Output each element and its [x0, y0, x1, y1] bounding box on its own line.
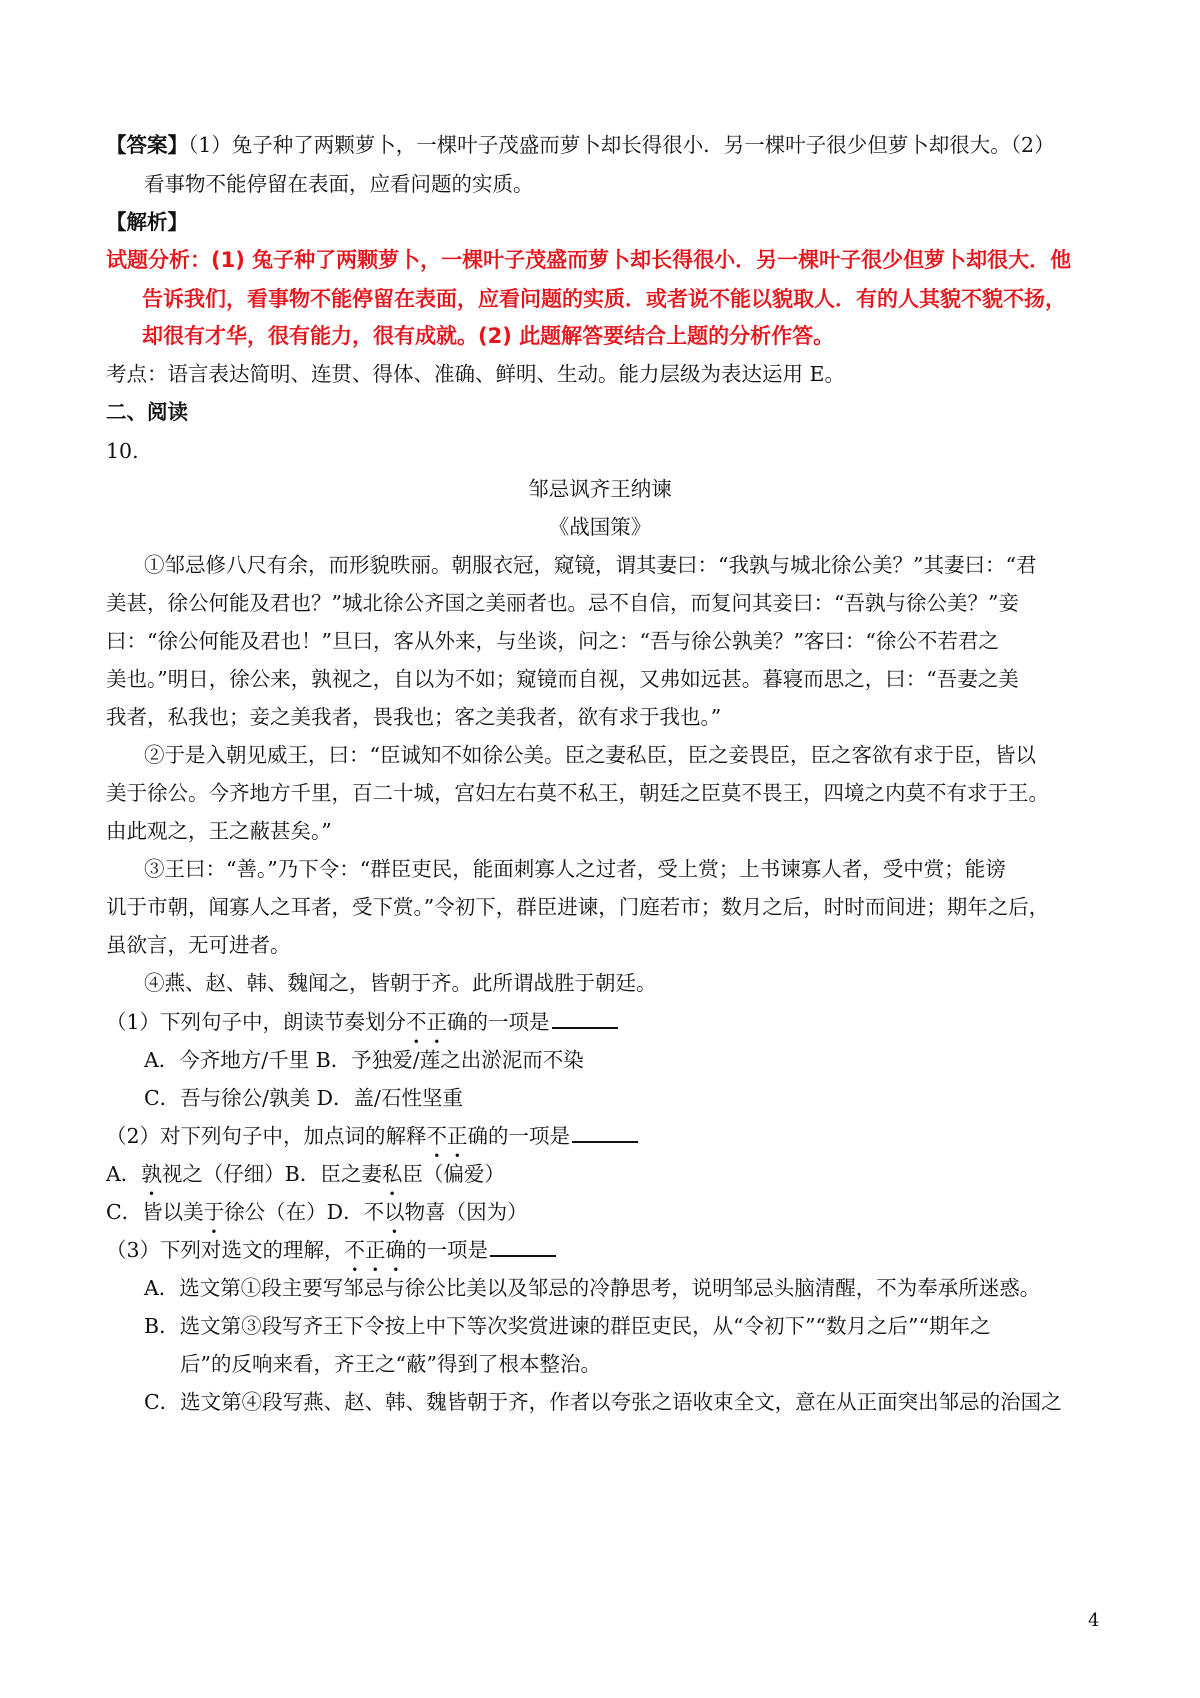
q1-dot-2: 正 [426, 1010, 448, 1034]
q3-stem-pre: （3）下列对选文的理解， [106, 1238, 345, 1262]
q2-dot-1: 不 [426, 1124, 448, 1148]
section-heading: 二、阅读 [106, 400, 188, 424]
page-number: 4 [1088, 1610, 1100, 1631]
q1-answer-blank[interactable] [552, 1009, 618, 1029]
q3-dot-1: 不 [344, 1238, 366, 1262]
analysis-red-line-1: 试题分析：(1) 兔子种了两颗萝卜，一棵叶子茂盛而萝卜却长得很小．另一棵叶子很少但萝卜却很大．他 [106, 248, 1072, 272]
q3-option-b-line-2: 后”的反响来看，齐王之“蔽”得到了根本整治。 [180, 1352, 601, 1376]
passage-p1-line-4: 美也。”明日，徐公来，孰视之，自以为不如；窥镜而自视，又弗如远甚。暮寝而思之，曰：“吾妻之美 [106, 667, 1019, 691]
q2-b-dot: 私 [381, 1162, 403, 1186]
passage-p1-line-2: 美甚，徐公何能及君也？”城北徐公齐国之美丽者也。忌不自信，而复问其妾曰：“吾孰与徐公美？”妾 [106, 591, 1019, 615]
q2-b-post: 臣（偏爱） [402, 1162, 505, 1186]
passage-p3-line-1: ③王曰：“善。”乃下令：“群臣吏民，能面刺寡人之过者，受上赏；上书谏寡人者，受中赏；能谤 [144, 857, 1006, 881]
q3-option-a: A．选文第①段主要写邹忌与徐公比美以及邹忌的冷静思考，说明邹忌头脑清醒，不为奉承所迷惑。 [144, 1276, 1041, 1300]
q3-dot-2: 正 [365, 1238, 386, 1262]
q3-stem-post: 的一项是 [406, 1238, 489, 1262]
q2-d-post: 物喜（因为） [404, 1200, 528, 1224]
q1-dot-1: 不 [406, 1010, 427, 1034]
q1-options-ab: A．今齐地方/千里 B．予独爱/莲之出淤泥而不染 [144, 1048, 584, 1072]
passage-p2-line-3: 由此观之，王之蔽甚矣。” [106, 819, 332, 843]
passage-p3-line-3: 虽欲言，无可进者。 [106, 933, 291, 957]
q3-answer-blank[interactable] [490, 1237, 556, 1257]
q2-c-pre: C．皆以美 [106, 1200, 204, 1224]
passage-p2-line-2: 美于徐公。今齐地方千里，百二十城，宫妇左右莫不私王，朝廷之臣莫不畏王，四境之内莫不有求于王。 [106, 781, 1049, 805]
answer-text-1: （1）兔子种了两颗萝卜，一棵叶子茂盛而萝卜却长得很小．另一棵叶子很少但萝卜却很大。（2） [188, 133, 1055, 157]
analysis-label: 【解析】 [106, 210, 188, 234]
passage-title: 邹忌讽齐王纳谏 [528, 477, 672, 501]
q2-options-ab [106, 1159, 505, 1189]
kaodian-line: 考点：语言表达简明、连贯、得体、准确、鲜明、生动。能力层级为表达运用 E。 [106, 362, 845, 386]
q2-dot-2: 正 [447, 1124, 468, 1148]
answer-line-2: 看事物不能停留在表面，应看问题的实质。 [144, 172, 534, 196]
q1-stem-post: 确的一项是 [447, 1010, 550, 1034]
analysis-red-line-3: 却很有才华，很有能力，很有成就。(2) 此题解答要结合上题的分析作答。 [142, 324, 835, 348]
q3-option-b-line-1: B．选文第③段写齐王下令按上中下等次奖赏进谏的群臣吏民，从“令初下”“数月之后”“期年之 [144, 1314, 991, 1338]
passage-p1-line-1: ①邹忌修八尺有余，而形貌昳丽。朝服衣冠，窥镜，谓其妻曰：“我孰与城北徐公美？”其妻曰：“君 [144, 553, 1037, 577]
q2-options-cd [106, 1197, 528, 1227]
passage-p3-line-2: 讥于市朝，闻寡人之耳者，受下赏。”令初下，群臣进谏，门庭若市；数月之后，时时而间进；期年之后， [106, 895, 1050, 919]
passage-p1-line-5: 我者，私我也；妾之美我者，畏我也；客之美我者，欲有求于我也。” [106, 705, 722, 729]
q1-stem-pre: （1）下列句子中，朗读节奏划分 [106, 1010, 407, 1034]
q1-options-cd: C．吾与徐公/孰美 D．盖/石性坚重 [144, 1086, 463, 1110]
q2-c-dot: 于 [203, 1200, 225, 1224]
q1-stem [106, 1007, 618, 1037]
q2-c-post: 徐公（在）D．不 [224, 1200, 385, 1224]
passage-source: 《战国策》 [548, 515, 652, 539]
q2-stem [106, 1121, 638, 1151]
q2-stem-post: 确的一项是 [467, 1124, 571, 1148]
q2-stem-pre: （2）对下列句子中，加点词的解释 [106, 1124, 427, 1148]
q3-dot-3: 确 [385, 1238, 407, 1262]
answer-line-1 [106, 130, 1055, 160]
q3-stem [106, 1235, 556, 1265]
answer-label: 【答案】 [106, 133, 188, 157]
q2-a-dot: 孰 [141, 1162, 162, 1186]
q2-answer-blank[interactable] [572, 1123, 638, 1143]
passage-p1-line-3: 曰：“徐公何能及君也！”旦曰，客从外来，与坐谈，问之：“吾与徐公孰美？”客曰：“徐公不若君之 [106, 629, 999, 653]
analysis-red-line-2: 告诉我们，看事物不能停留在表面，应看问题的实质．或者说不能以貌取人．有的人其貌不貌不扬， [142, 287, 1066, 311]
q2-a-post: 视之（仔细）B．臣之妻 [161, 1162, 382, 1186]
q2-d-dot: 以 [384, 1200, 405, 1224]
passage-p2-line-1: ②于是入朝见威王，曰：“臣诚知不如徐公美。臣之妻私臣，臣之妾畏臣，臣之客欲有求于臣，皆以 [144, 743, 1036, 767]
passage-p4-line-1: ④燕、赵、韩、魏闻之，皆朝于齐。此所谓战胜于朝廷。 [144, 971, 657, 995]
q2-a-pre: A． [106, 1162, 142, 1186]
q3-option-c-line-1: C．选文第④段写燕、赵、韩、魏皆朝于齐，作者以夸张之语收束全文，意在从正面突出邹忌的治国之 [144, 1390, 1062, 1414]
question-number: 10. [106, 439, 139, 463]
